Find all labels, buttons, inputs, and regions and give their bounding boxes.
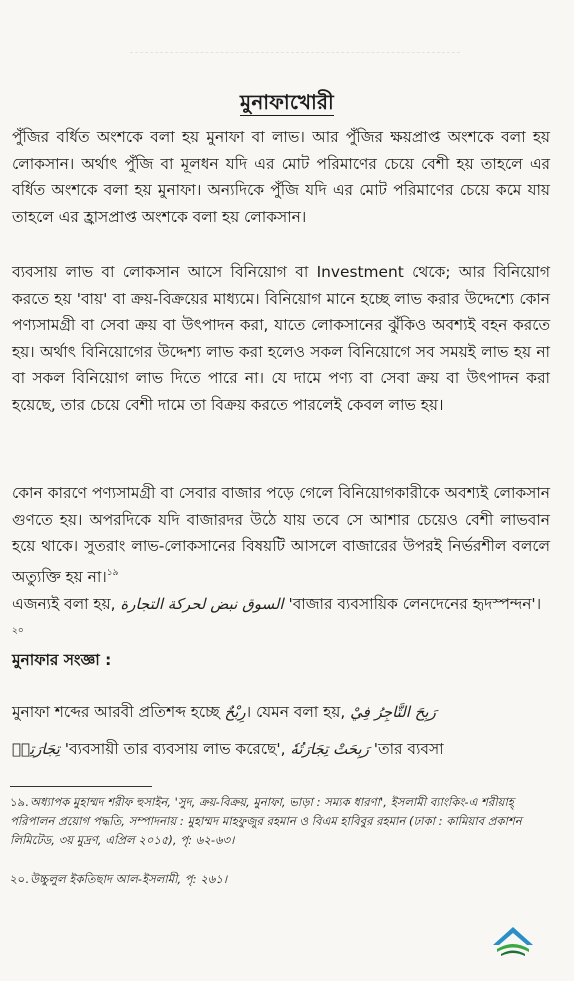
footnote-number: ১৯. <box>10 795 29 809</box>
bleed-through-header <box>130 52 460 61</box>
arabic-saying: السوق نبض لحركة التجارة <box>120 595 284 613</box>
footnote-ref-20: ২০ <box>12 625 24 636</box>
arabic-example-1: رَبِحَ التَّاجِرُ فِيْ <box>350 703 436 721</box>
page-title: মুনাফাখোরী <box>240 90 334 114</box>
footnote-text: উচ্চুলুল ইকতিছাদ আল-ইসলামী, পৃ: ২৬১। <box>30 872 227 886</box>
arabic-term-intro: মুনাফা শব্দের আরবী প্রতিশব্দ হচ্ছে <box>12 703 220 721</box>
paragraph-market <box>12 480 550 590</box>
footnote-divider <box>10 786 152 787</box>
arabic-example-1-cont: تِجَارَتِهٖ <box>12 740 60 758</box>
arabic-example-2: رَبِحَتْ تِجَارَتُهٗ <box>290 740 369 758</box>
paragraph-investment: ব্যবসায় লাভ বা লোকসান আসে বিনিয়োগ বা Investment থেকে; আর বিনিয়োগ করতে হয় 'বায়' বা ক্রয়-বিক্রয়ের মাধ্যমে। বিনিয়োগ মানে হচ্ছে লাভ করার উদ্দেশ্যে কোন পণ্যসামগ্রী বা সেবা ক্রয় বা উৎপাদন করা, যাতে লোকসানের ঝুঁকিও অবশ্যই বহন করতে হয়। অর্থাৎ বিনিয়োগের উদ্দেশ্য লাভ করা হলেও সকল বিনিয়োগে সব সময়ই লাভ হয় না বা সকল বিনিয়োগ লাভ দিতে পারে না। যে দামে পণ্য বা সেবা ক্রয় বা উৎপাদন করা হয়েছে, তার চেয়ে বেশী দামে তা বিক্রয় করতে পারলেই কেবল লাভ হয়। <box>12 263 550 414</box>
paragraph-arabic-term <box>12 699 550 726</box>
paragraph-arabic-example <box>12 736 550 763</box>
footnote-19 <box>10 793 555 850</box>
subheading-profit-definition: মুনাফার সংজ্ঞা : <box>12 651 112 669</box>
arabic-word-ribh: رِبْحٌ <box>224 703 246 721</box>
saying-translation: 'বাজার ব্যবসায়িক লেনদেনের হৃদস্পন্দন'। <box>288 595 542 613</box>
paragraph-market-text: কোন কারণে পণ্যসামগ্রী বা সেবার বাজার পড়ে গেলে বিনিয়োগকারীকে অবশ্যই লোকসান গুণতে হয়। অপরদিকে যদি বাজারদর উঠে যায় তবে সে আশার চেয়েও বেশী লাভবান হয়ে থাকে। সুতরাং লাভ-লোকসানের বিষয়টি আসলে বাজারের উপরই নির্ভরশীল বললে অত্যুক্তি হয় না। <box>12 484 550 586</box>
footnote-ref-19: ১৯ <box>106 567 119 578</box>
paragraph-definition: পুঁজির বর্ধিত অংশকে বলা হয় মুনাফা বা লাভ। আর পুঁজির ক্ষয়প্রাপ্ত অংশকে বলা হয় লোকসান। অর্থাৎ পুঁজি বা মূলধন যদি এর মোট পরিমাণের চেয়ে বেশী হয় তাহলে এর বর্ধিত অংশকে বলা হয় মুনাফা। অন্যদিকে পুঁজি যদি এর মোট পরিমাণের চেয়ে কমে যায় তাহলে এর হ্রাসপ্রাপ্ত অংশকে বলা হয় লোকসান। <box>12 128 550 226</box>
example-translation-1: 'ব্যবসায়ী তার ব্যবসায় লাভ করেছে', <box>64 740 286 758</box>
saying-intro: এজন্যই বলা হয়, <box>12 595 116 613</box>
footnote-text: অধ্যাপক মুহাম্মদ শরীফ হুসাইন, 'সুদ, ক্রয়-বিক্রয়, মুনাফা, ভাড়া : সম্যক ধারণা', ইসলামী ব্যাংকিং-এ শরীয়াহ্ পরিপালন প্রয়োগ পদ্ধতি, সম্পাদনায় : মুহাম্মদ মাহফুজুর রহমান ও বিএম হাবিবুর রহমান (ঢাকা : কামিয়াব প্রকাশন লিমিটেড, ৩য় মুদ্রণ, এপ্রিল ২০১৫), পৃ: ৬২-৬৩। <box>10 795 522 847</box>
publisher-logo-icon <box>489 919 537 957</box>
paragraph-saying <box>12 591 550 648</box>
example-translation-2: 'তার ব্যবসা <box>373 740 444 758</box>
footnote-20 <box>10 870 555 889</box>
footnote-number: ২০. <box>10 872 29 886</box>
example-intro: । যেমন বলা হয়, <box>245 703 346 721</box>
